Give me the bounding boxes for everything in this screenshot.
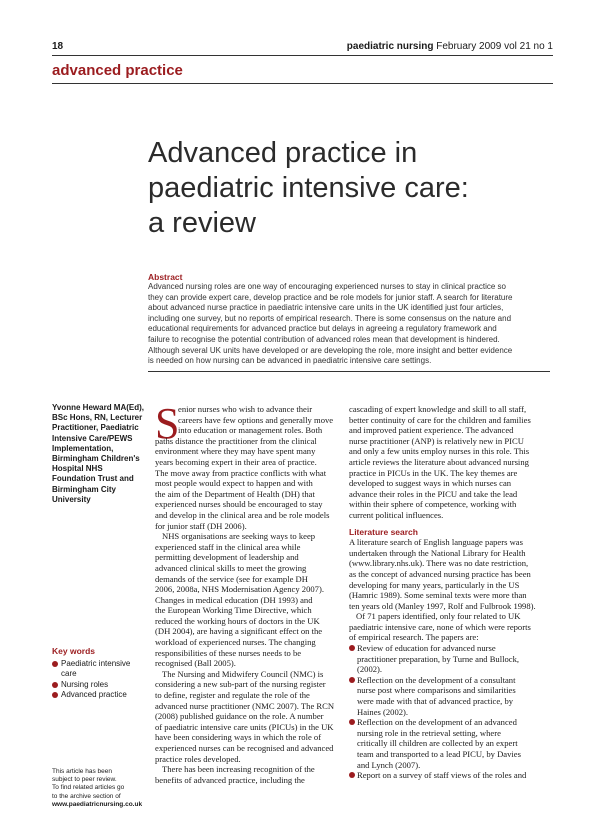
body-line: (2002).	[357, 664, 383, 675]
body-line: (www.library.nhs.uk). There was no date restriction,	[349, 558, 529, 569]
abstract-rule	[148, 371, 550, 372]
body-line: and improved patient experience. The advanced	[349, 425, 514, 436]
body-line: the European Working Time Directive, which	[155, 605, 312, 616]
body-line: workload of experienced nurses. The changing	[155, 637, 316, 648]
abstract-line: failure to recognise the potential contribution of advanced roles mean that development is hindered.	[148, 334, 500, 344]
body-line: permitting development of leadership and	[155, 552, 299, 563]
bullet-icon	[349, 719, 355, 725]
body-line: the aim of the Department of Health (DH) that	[155, 488, 315, 499]
bullet-icon	[52, 661, 58, 667]
body-line: as the concept of advanced nursing practice has been	[349, 568, 531, 579]
author-line: Foundation Trust and	[52, 474, 134, 484]
body-line: reduced the working hours of doctors in the UK	[155, 615, 320, 626]
body-line: A literature search of English language papers was	[349, 537, 523, 548]
abstract-line: is needed on how nursing can be advanced in paediatric intensive care settings.	[148, 356, 432, 366]
keywords-heading: Key words	[52, 646, 95, 656]
body-line: practice in PICUs in the UK. The key themes are	[349, 467, 518, 478]
body-line: experienced nurses should be encouraged to stay	[155, 499, 323, 510]
body-line: NHS organisations are seeking ways to keep	[162, 531, 316, 542]
bullet-icon	[349, 772, 355, 778]
bullet-icon	[52, 692, 58, 698]
body-line: were made with that of advanced practice, by	[357, 696, 514, 707]
keywords-list	[52, 659, 152, 700]
body-column-2	[349, 404, 554, 781]
body-line: Review of education for advanced nurse	[357, 643, 496, 654]
keyword-item	[52, 690, 152, 700]
drop-cap: S	[155, 399, 180, 448]
body-line: responsibilities of these nurses needs to be	[155, 647, 302, 658]
abstract-line: about advanced nurse practice in paediatric intensive care units in the UK identified just four articles,	[148, 303, 504, 313]
body-line: practitioner preparation, by Turne and Bullock,	[357, 653, 520, 664]
author-info	[52, 403, 150, 505]
body-line: undertaken through the National Library for Health	[349, 547, 526, 558]
author-line: Practitioner, Paediatric	[52, 423, 139, 433]
issue-info: February 2009 vol 21 no 1	[436, 41, 553, 52]
body-line: Reflection on the development of an advanced	[357, 717, 517, 728]
body-line: developing for many years, particularly in the US	[349, 579, 520, 590]
body-line: and develop in the clinical area and be role models	[155, 509, 330, 520]
body-line: experienced nurses can be recognised and advanced	[155, 743, 334, 753]
bullet-icon	[349, 677, 355, 683]
body-line: The Nursing and Midwifery Council (NMC) is	[162, 668, 324, 679]
body-line: into education or management roles. Both	[178, 425, 323, 436]
body-line: most people would expect to happen and with	[155, 478, 313, 489]
body-line: experienced staff in the clinical area while	[155, 541, 301, 552]
abstract-body	[148, 282, 550, 367]
body-line: (2008) published guidance on the role. A number	[155, 711, 324, 722]
author-line: BSc Hons, RN, Lecturer	[52, 413, 143, 423]
abstract-line: including one survey, but no reports of empirical research. There is some consensus on the nature and	[148, 313, 512, 323]
body-line: developed to suggest ways in which nurses can	[349, 478, 512, 489]
body-line: have been considering ways in which the role of	[155, 732, 322, 743]
title-line: paediatric intensive care:	[148, 172, 469, 204]
title-line: a review	[148, 207, 256, 239]
author-line: Intensive Care/PEWS	[52, 433, 133, 443]
body-line: years becoming expert in their area of practice.	[155, 456, 317, 467]
body-line: There has been increasing recognition of the	[162, 764, 315, 775]
bullet-icon	[52, 682, 58, 688]
body-line: (Hamric 1989). Some seminal texts were more than	[349, 590, 527, 601]
abstract-line: Although several UK units have developed or are developing the role, more insight and better evidence	[148, 345, 513, 355]
paper-list-item	[349, 675, 554, 717]
journal-name: paediatric nursing	[346, 41, 434, 52]
body-line: better continuity of care for the children and families	[349, 414, 531, 425]
section-label: advanced practice	[52, 62, 183, 79]
body-line: nurse practitioner (ANP) is relatively new in PICU	[349, 435, 524, 446]
body-line: practice roles developed.	[155, 753, 241, 764]
page-number: 18	[52, 41, 64, 52]
keyword-text: Paediatric intensive	[61, 659, 131, 668]
title-line: Advanced practice in	[148, 137, 418, 169]
author-line: Yvonne Heward MA(Ed),	[52, 403, 145, 412]
author-line: Birmingham Children's	[52, 454, 140, 464]
keyword-text: Nursing roles	[61, 679, 109, 689]
running-header	[347, 41, 553, 52]
note-line: subject to peer review.	[52, 776, 117, 784]
archive-link[interactable]: www.paediatricnursing.co.uk	[52, 800, 143, 808]
body-line: demands of the service (see for example DH	[155, 573, 308, 584]
paper-list-item	[349, 717, 554, 770]
body-line: benefits of advanced practice, including the	[155, 774, 305, 785]
body-line: for junior staff (DH 2006).	[155, 520, 247, 531]
keyword-item	[52, 680, 152, 690]
top-rule	[52, 55, 553, 56]
body-line: nursing role in the retrieval setting, where	[357, 727, 501, 738]
body-line: advanced nurse practitioner (NMC 2007). The RCN	[155, 700, 335, 711]
author-line: Hospital NHS	[52, 464, 103, 474]
body-line: (DH 2004), are having a significant effect on the	[155, 626, 323, 637]
keyword-item	[52, 659, 152, 680]
keyword-text: Advanced practice	[61, 689, 127, 699]
body-line: and Lynch (2007).	[357, 759, 421, 770]
author-line: Implementation,	[52, 443, 114, 453]
body-line: enior nurses who wish to advance their	[178, 404, 313, 414]
bullet-icon	[349, 645, 355, 651]
body-column-1	[155, 399, 345, 785]
author-line: University	[52, 494, 91, 504]
body-line: within their sphere of competence, working with	[349, 499, 517, 510]
body-line: Reflection on the development of a consultant	[357, 674, 516, 685]
body-line: nurse post where comparisons and similarities	[357, 685, 516, 696]
body-line: considering a new sub-part of the nursing register	[155, 679, 326, 690]
body-line: ten years old (Manley 1997, Rolf and Fulbrook 1998).	[349, 600, 536, 611]
body-line: and only a few units employ nurses in this role. This	[349, 446, 530, 457]
body-line: team and transported to a lead PICU, by Davies	[357, 749, 521, 759]
body-line: paediatric intensive care, none of which were reports	[349, 621, 531, 632]
author-line: Birmingham City	[52, 484, 117, 494]
body-line: to define, register and regulate the role of the	[155, 690, 310, 701]
body-line: of empirical research. The papers are:	[349, 632, 479, 643]
section-rule	[52, 83, 553, 84]
body-line: The move away from practice conflicts with what	[155, 467, 327, 478]
paper-list-item	[349, 770, 554, 781]
body-line: cascading of expert knowledge and skill to all staff,	[349, 404, 527, 414]
body-line: Changes in medical education (DH 1993) and	[155, 594, 313, 605]
body-line: environment where they may have spent many	[155, 446, 316, 457]
keyword-text: care	[61, 669, 77, 679]
abstract-heading: Abstract	[148, 272, 183, 282]
body-line: 2006, 2008a, NHS Modernisation Agency 2007).	[155, 584, 324, 595]
abstract-line: educational requirements for advanced practice but delays in agreeing a regulatory framework and	[148, 324, 497, 334]
body-line: careers have few options and generally move	[178, 414, 334, 425]
paper-list-item	[349, 643, 554, 675]
body-line: Haines (2002).	[357, 706, 409, 717]
body-line: recognised (Ball 2005).	[155, 658, 236, 669]
body-line: Of 71 papers identified, only four related to UK	[356, 611, 521, 622]
note-line: To find related articles go	[52, 784, 125, 792]
article-title	[148, 136, 528, 241]
body-line: paths distance the practitioner from the clinical	[155, 435, 317, 446]
body-line: of paediatric intensive care units (PICUs) in the UK	[155, 721, 334, 732]
note-line: to the archive section of	[52, 792, 121, 800]
body-line: critically ill children are collected by an expert	[357, 738, 518, 749]
body-line: advanced clinical skills to meet the growing	[155, 562, 307, 573]
literature-search-heading: Literature search	[349, 526, 418, 537]
body-line: Report on a survey of staff views of the roles and	[357, 770, 527, 781]
note-line: This article has been	[52, 768, 112, 775]
abstract-line: Advanced nursing roles are one way of encouraging experienced nurses to stay in clinical practice so	[148, 282, 506, 291]
body-line: article reviews the literature about advanced nursing	[349, 456, 529, 467]
body-line: advance their roles in the PICU and take the lead	[349, 488, 518, 499]
abstract-line: they can provide expert care, develop practice and be role models for junior staff. A search for literature	[148, 292, 513, 302]
peer-review-note	[52, 768, 152, 809]
body-line: current political influences.	[349, 509, 444, 520]
